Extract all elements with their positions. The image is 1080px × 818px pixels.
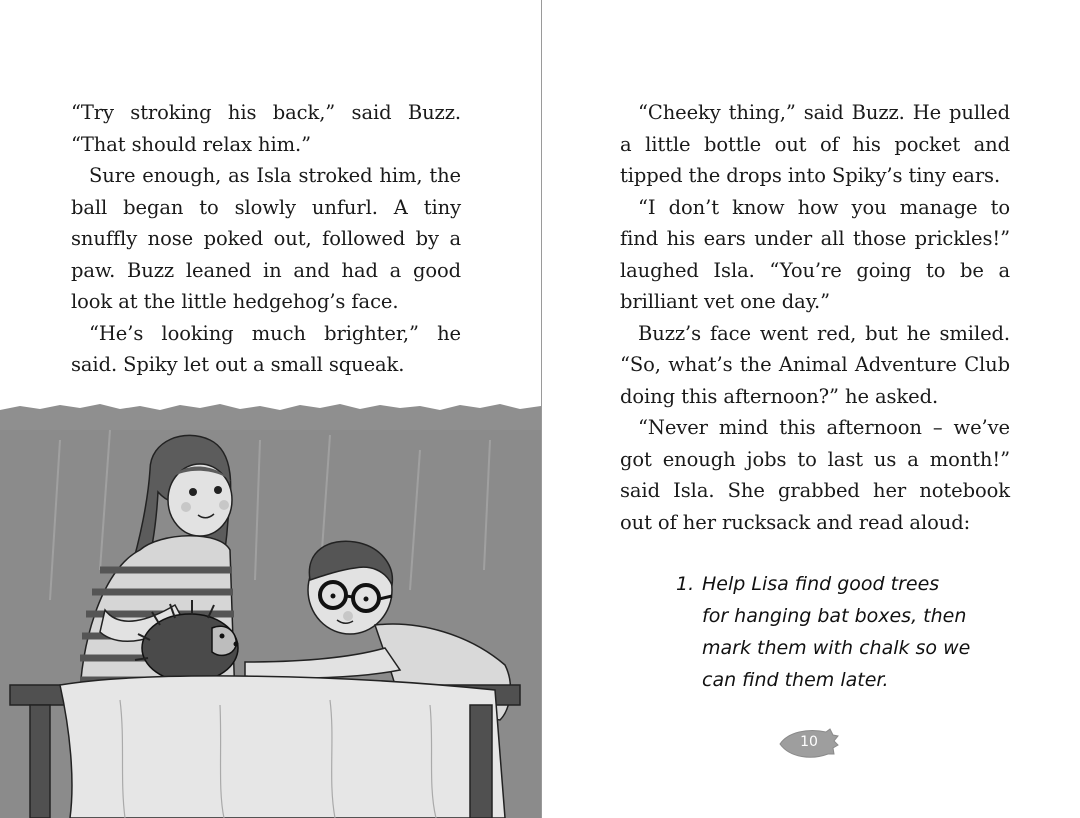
handwritten-note (676, 568, 1016, 696)
left-page-text (71, 97, 461, 381)
paragraph: “Cheeky thing,” said Buzz. He pulled a little bottle out of his pocket and tipped the drops into Spiky’s tiny ears. (620, 101, 1010, 187)
paragraph: “I don’t know how you manage to find his ears under all those prickles!” laughed Isla. “You’re going to be a brilliant vet one day.” (620, 195, 1010, 313)
note-line: for hanging bat boxes, then (702, 605, 967, 627)
page-number-badge (778, 726, 840, 762)
note-number: 1. (676, 573, 695, 595)
note-line: mark them with chalk so we (702, 637, 971, 659)
paragraph: “Try stroking his back,” said Buzz. “That should relax him.” (71, 101, 461, 156)
right-page-text (620, 97, 1010, 538)
page-number: 10 (800, 734, 818, 750)
illustration-girl-boy-hedgehog-icon (0, 400, 541, 818)
paragraph: Sure enough, as Isla stroked him, the ball began to slowly unfurl. A tiny snuffly nose poked out, followed by a paw. Buzz leaned in and had a good look at the little hedgehog’s face. (71, 164, 461, 313)
paragraph: Buzz’s face went red, but he smiled. “So, what’s the Animal Adventure Club doing this afternoon?” he asked. (620, 321, 1010, 408)
paragraph: “He’s looking much brighter,” he said. Spiky let out a small squeak. (71, 321, 461, 376)
note-line: Help Lisa find good trees (702, 573, 940, 595)
right-page (542, 0, 1080, 818)
paragraph: “Never mind this afternoon – we’ve got enough jobs to last us a month!” said Isla. She grabbed her notebook out of her rucksack and read aloud: (620, 416, 1010, 534)
note-line: can find them later. (702, 669, 889, 691)
